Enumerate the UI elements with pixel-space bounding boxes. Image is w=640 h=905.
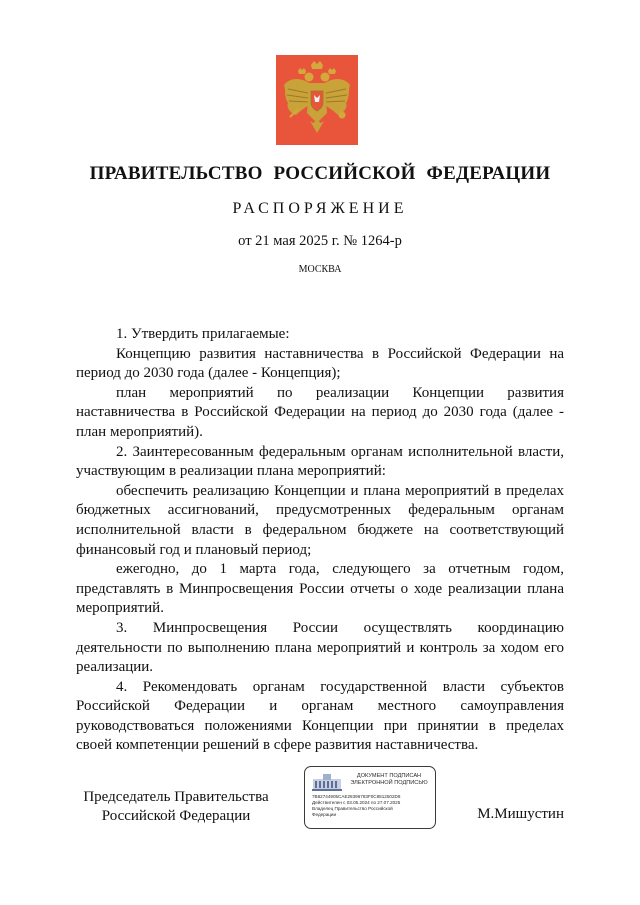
signatory-position [76,788,276,826]
building-icon [312,773,342,791]
stamp-title [345,773,433,787]
document-type: РАСПОРЯЖЕНИЕ [232,200,408,217]
stamp-details [312,794,434,818]
document-city: МОСКВА [298,264,342,275]
stamp-owner-line1: Владелец Правительство Российской [312,806,393,811]
paragraph: план мероприятий по реализации Концепции развития наставничества в Российской Федерации на период до 2030 года (далее - план мероприятий). [76,384,564,440]
stamp-owner-line2: Федерации [312,812,337,817]
paragraph: 4. Рекомендовать органам государственной власти субъектов Российской Федерации и органам местного самоуправления руководствоваться положениями Концепции при принятии в пределах своей компетенции решений в сфере развития наставничества. [76,678,564,754]
paragraph: Концепцию развития наставничества в Российской Федерации на период до 2030 года (далее - Концепция); [76,345,564,382]
stamp-certificate: 7B82744905CAE28396783F0C8812502D8 [312,794,401,799]
paragraph: 3. Минпросвещения России осуществлять координацию деятельности по выполнению плана мероприятий и контроль за ходом его реализации. [76,619,564,676]
electronic-signature-stamp [304,766,436,829]
stamp-validity: Действителен с 03.05.2024 по 27.07.2025 [312,800,401,805]
government-title: ПРАВИТЕЛЬСТВО РОССИЙСКОЙ ФЕДЕРАЦИИ [89,163,551,184]
russian-coat-of-arms-icon [276,55,358,145]
signatory-position-line2: Российской Федерации [101,808,251,824]
document-date-number: от 21 мая 2025 г. № 1264-р [238,233,402,249]
signatory-name: М.Мишустин [477,806,564,822]
paragraph: ежегодно, до 1 марта года, следующего за отчетным годом, представлять в Минпросвещения России отчеты о ходе реализации плана мероприятий. [76,561,564,617]
paragraph: 2. Заинтересованным федеральным органам исполнительной власти, участвующим в реализации плана мероприятий: [76,443,564,480]
paragraph: обеспечить реализацию Концепции и плана мероприятий в пределах бюджетных ассигнований, предусмотренных федеральным органам исполнительной власти в федеральном бюджете на соответствующий финансовый год и плановый период; [76,482,564,558]
document-body [76,325,564,756]
paragraph: 1. Утвердить прилагаемые: [116,326,290,342]
signatory-position-line1: Председатель Правительства [83,789,269,805]
stamp-title-line2: ЭЛЕКТРОННОЙ ПОДПИСЬЮ [350,780,428,786]
stamp-title-line1: ДОКУМЕНТ ПОДПИСАН [356,773,422,779]
